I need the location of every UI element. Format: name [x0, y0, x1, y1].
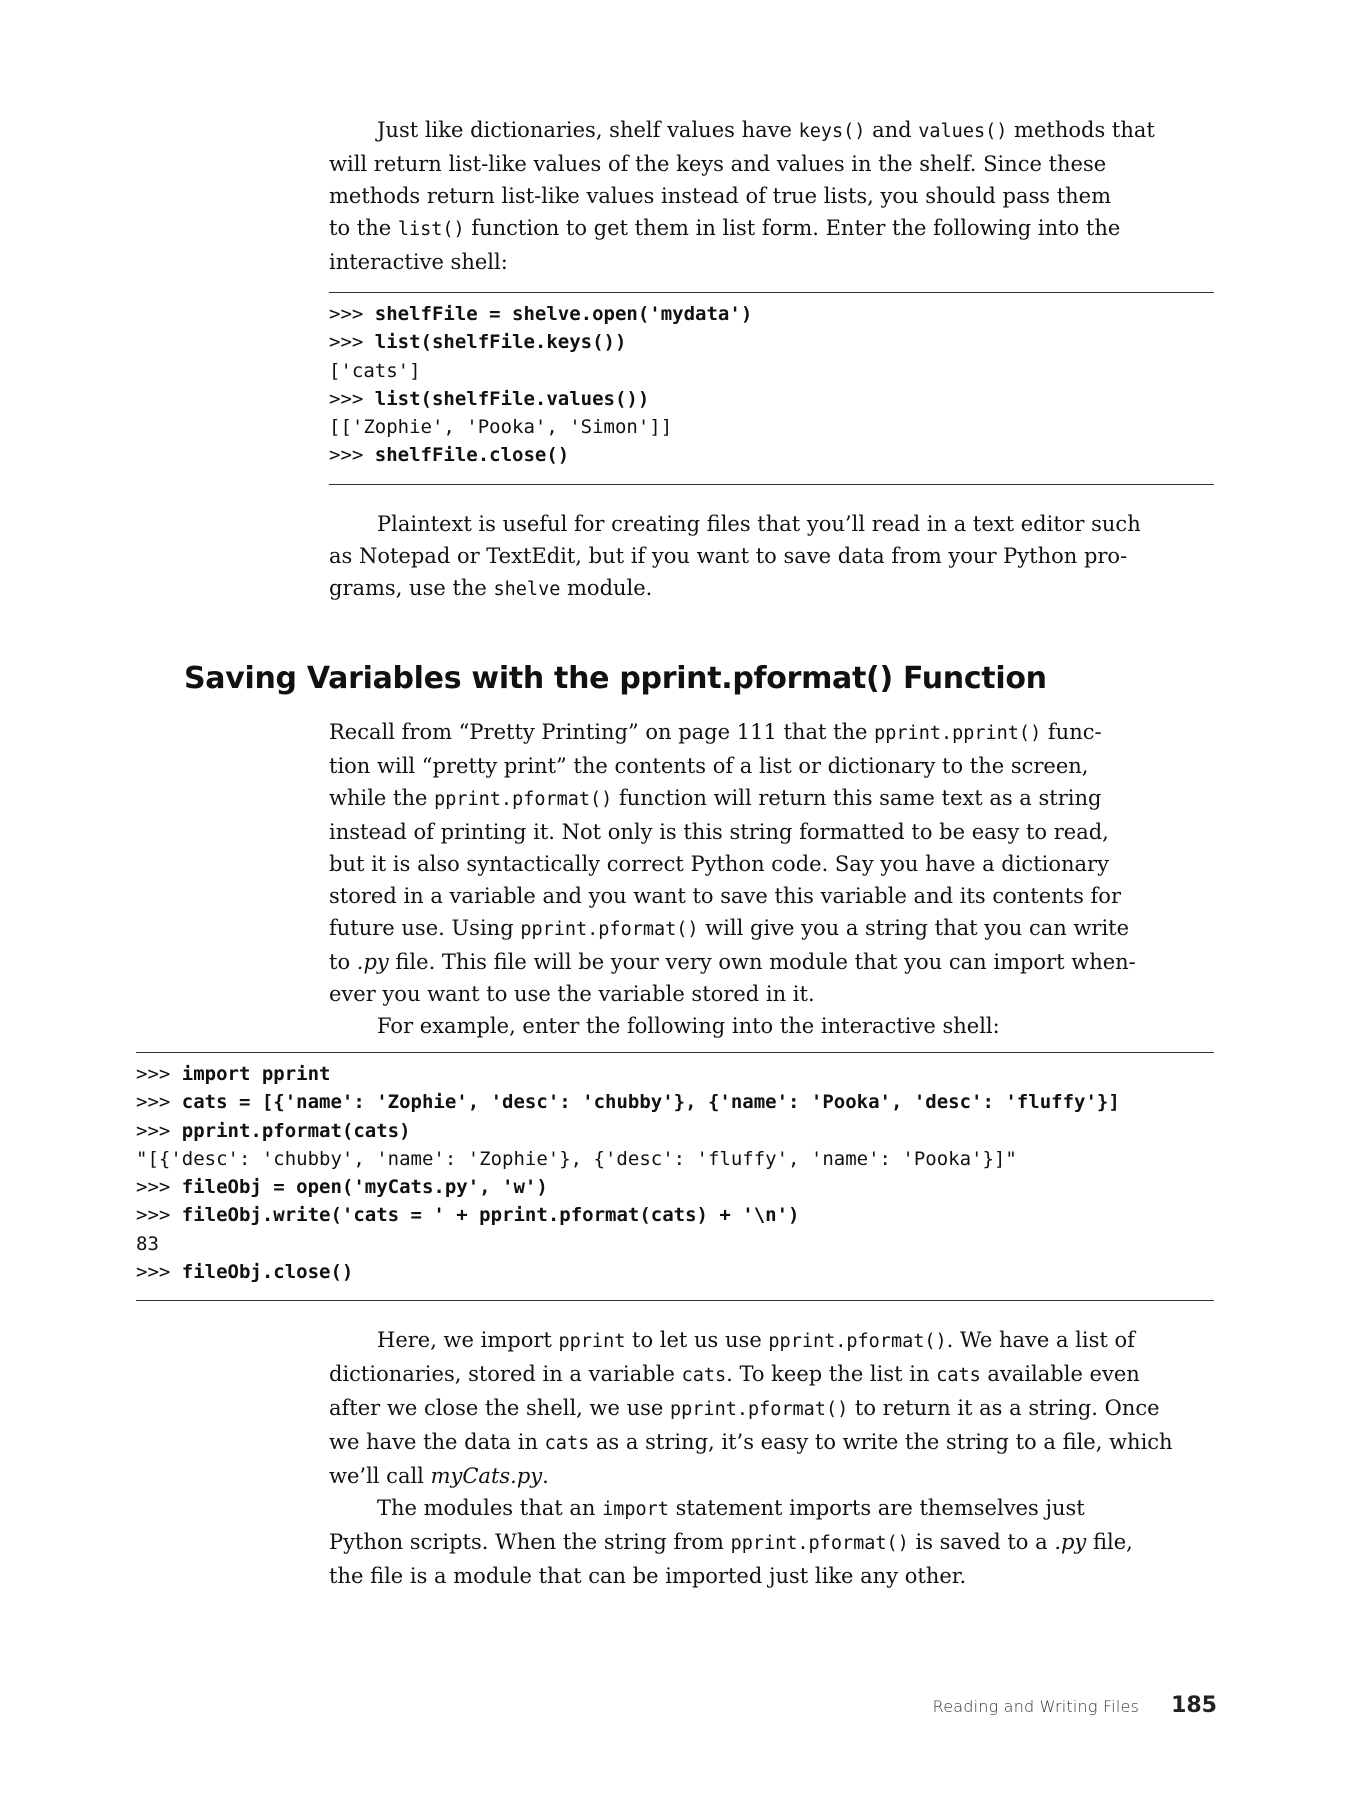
code-line — [329, 357, 1214, 385]
code-prompt: >>> — [136, 1204, 182, 1227]
code-input: shelfFile = shelve.open('mydata') — [374, 303, 753, 325]
section-heading: Saving Variables with the pprint.pformat() Function — [184, 661, 1047, 696]
code-line — [136, 1173, 1214, 1201]
running-footer-chapter: Reading and Writing Files — [932, 1697, 1140, 1716]
paragraph-example: For example, enter the following into the interactive shell: — [377, 1014, 1000, 1038]
page-number: 185 — [1171, 1693, 1217, 1718]
code-prompt: >>> — [136, 1261, 182, 1284]
code-prompt: >>> — [329, 331, 375, 354]
code-input: cats = [{'name': 'Zophie', 'desc': 'chubby'}, {'name': 'Pooka', 'desc': 'fluffy'}] — [181, 1091, 1120, 1114]
code-input: fileObj = open('myCats.py', 'w') — [181, 1176, 548, 1199]
code-line — [329, 328, 1214, 356]
paragraph-modules: The modules that an import statement imports are themselves just Python scripts. When the string from pprint.pformat() is saved to a .py file, the file is a module that can be imported just like any other. — [329, 1496, 1133, 1588]
code-output: 83 — [136, 1232, 159, 1255]
code-line — [329, 300, 1214, 328]
paragraph-shelf-methods: Just like dictionaries, shelf values have keys() and values() methods that will return list-like values of the keys and values in the shelf. Since these methods return list-like values instead of true lists, you should pass them to the list() function to get them in list form. Enter the following into the interactive shell: — [329, 118, 1155, 274]
code-line — [136, 1230, 1214, 1258]
code-input: list(shelfFile.keys()) — [374, 331, 627, 354]
code-output: "[{'desc': 'chubby', 'name': 'Zophie'}, {'desc': 'fluffy', 'name': 'Pooka'}]" — [136, 1147, 1017, 1170]
code-block-shelf — [329, 292, 1214, 485]
code-line — [136, 1060, 1214, 1088]
code-input: fileObj.write('cats = ' + pprint.pformat(cats) + '\n') — [181, 1204, 800, 1227]
code-line — [329, 441, 1214, 469]
code-block-pprint — [136, 1052, 1214, 1301]
code-line — [136, 1201, 1214, 1229]
code-line — [136, 1258, 1214, 1286]
code-line — [329, 385, 1214, 413]
code-prompt: >>> — [329, 444, 375, 467]
code-line — [136, 1117, 1214, 1145]
code-line — [329, 413, 1214, 441]
code-input: import pprint — [181, 1063, 331, 1085]
code-prompt: >>> — [136, 1091, 182, 1114]
code-input: list(shelfFile.values()) — [374, 387, 650, 410]
code-input: pprint.pformat(cats) — [181, 1119, 411, 1142]
code-prompt: >>> — [136, 1119, 182, 1142]
code-prompt: >>> — [329, 303, 375, 325]
code-output: [['Zophie', 'Pooka', 'Simon']] — [329, 416, 673, 439]
paragraph-pformat-intro: Recall from “Pretty Printing” on page 111 that the pprint.pprint() func- tion will “pretty print” the contents of a list or dictionary to the screen, while the pprint.pformat() function will return this same text as a string instead of printing it. Not only is this string formatted to be easy to read, but it is also syntactically correct Python code. Say you have a dictionary stored in a variable and you want to save this variable and its contents for future use. Using pprint.pformat() will give you a string that you can write to .py file. This file will be your very own module that you can import when- ever you want to use the variable stored in it. For example, enter the following into the interactive shell: — [329, 716, 1214, 1042]
paragraph-explanation: Here, we import pprint to let us use pprint.pformat(). We have a list of dictionaries, stored in a variable cats. To keep the list in cats available even after we close the shell, we use pprint.pformat() to return it as a string. Once we have the data in cats as a string, it’s easy to write the string to a file, which we’ll call myCats.py. The modules that an import statement imports are themselves just Python scripts. When the string from pprint.pformat() is saved to a .py file, the file is a module that can be imported just like any other. — [329, 1324, 1214, 1592]
code-prompt: >>> — [136, 1176, 182, 1199]
code-line — [136, 1145, 1214, 1173]
code-prompt: >>> — [329, 387, 375, 410]
page-footer — [933, 1693, 1217, 1718]
code-input: fileObj.close() — [181, 1261, 354, 1284]
code-line — [136, 1088, 1214, 1116]
code-input: shelfFile.close() — [374, 444, 570, 467]
code-prompt: >>> — [136, 1063, 182, 1085]
code-output: ['cats'] — [329, 359, 421, 382]
paragraph-plaintext: Plaintext is useful for creating files that you’ll read in a text editor such as Notepad or TextEdit, but if you want to save data from your Python pro- grams, use the shelve module. — [329, 512, 1141, 600]
